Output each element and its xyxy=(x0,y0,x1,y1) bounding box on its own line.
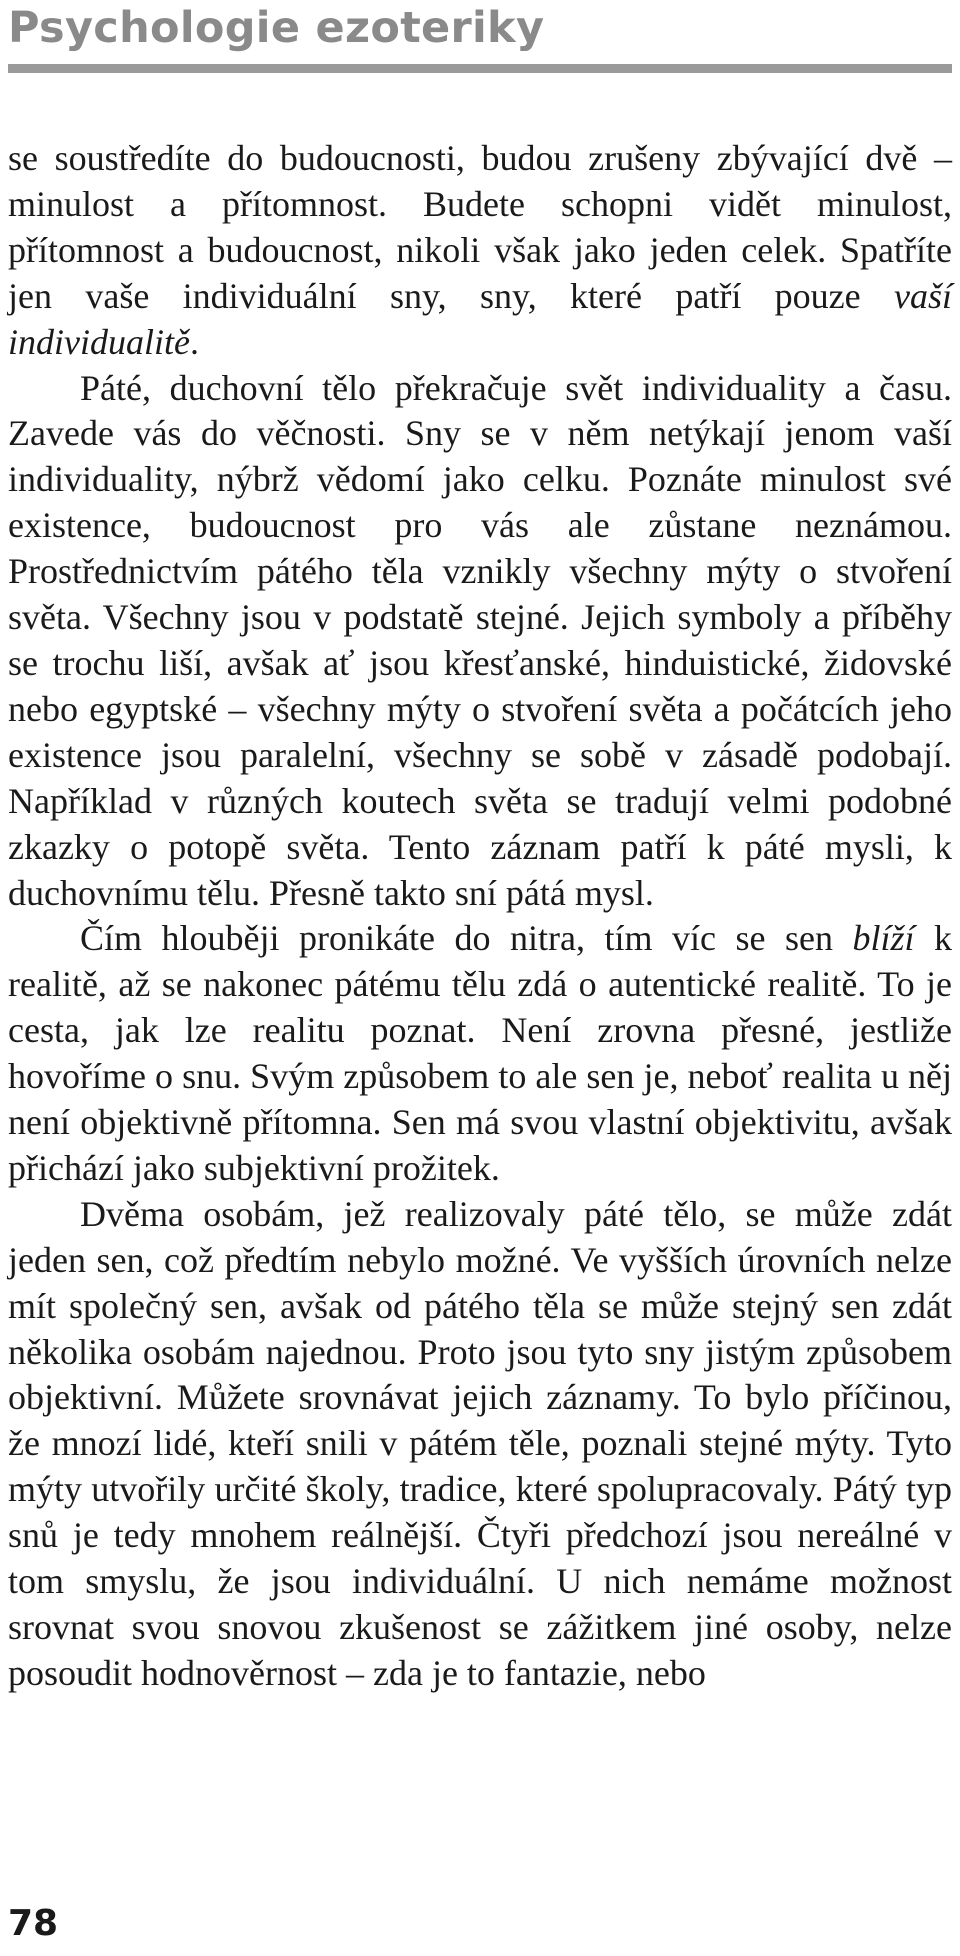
header-rule xyxy=(8,64,952,73)
paragraph-text: k realitě, až se nakonec pátému tělu zdá o autentické realitě. To je cesta, jak lze realitu poznat. Není zrovna přesné, jestliže hovoříme o snu. Svým způsobem to ale sen je, neboť realita u něj není objektivně přítomna. Sen má svou vlastní objektivitu, avšak přichází jako subjektivní prožitek. xyxy=(8,918,952,1188)
paragraph-text: Čím hlouběji pronikáte do nitra, tím víc se sen xyxy=(80,918,853,959)
paragraph-text: Páté, duchovní tělo překračuje svět individuality a času. Zavede vás do věčnosti. Sny se v něm netýkají jenom vaší individuality, nýbrž vědomí jako celku. Poznáte minulost své existence, budoucnost pro vás ale zůstane neznámou. Prostřednictvím pátého těla vznikly všechny mýty o stvoření světa. Všechny jsou v podstatě stejné. Jejich symboly a příběhy se trochu liší, avšak ať jsou křesťanské, hinduistické, židovské nebo egyptské – všechny mýty o stvoření světa a počátcích jeho existence jsou paralelní, všechny se sobě v zásadě podobají. Například v různých koutech světa se tradují velmi podobné zkazky o potopě světa. Tento záznam patří k páté mysli, k duchovnímu tělu. Přesně takto sní pátá mysl. xyxy=(8,367,952,913)
paragraph-text: Dvěma osobám, jež realizovaly páté tělo, se může zdát jeden sen, což předtím nebylo možné. Ve vyšších úrovních nelze mít společný sen, avšak od pátého těla se může stejný sen zdát několika osobám najednou. Proto jsou tyto sny jistým způsobem objektivní. Můžete srovnávat jejich záznamy. To bylo příčinou, že mnozí lidé, kteří snili v pátém těle, poznali stejné mýty. Tyto mýty utvořily určité školy, tradice, které spolupracovaly. Pátý typ snů je tedy mnohem reálnější. Čtyři předchozí jsou nereálné v tom smyslu, že jsou individuální. U nich nemáme možnost srovnat svou snovou zkušenost se zážitkem jiné osoby, nelze posoudit hodnověrnost – zda je to fantazie, nebo xyxy=(8,1193,952,1693)
body-paragraph xyxy=(8,136,952,366)
body-paragraph xyxy=(8,1192,952,1697)
body-paragraph xyxy=(8,916,952,1191)
running-header xyxy=(8,0,952,74)
running-header-title: Psychologie ezoteriky xyxy=(8,3,545,53)
italic-emphasis: blíží xyxy=(852,918,915,959)
body-paragraph xyxy=(8,366,952,917)
page-body-text xyxy=(8,136,952,1697)
paragraph-text: . xyxy=(189,321,199,362)
italic-emphasis: vaší individualitě xyxy=(8,275,952,362)
page-number: 78 xyxy=(8,1903,59,1944)
paragraph-text: se soustředíte do budoucnosti, budou zrušeny zbývající dvě – minulost a přítomnost. Budete schopni vidět minulost, přítomnost a budoucnost, nikoli však jako jeden celek. Spatříte jen vaše individuální sny, sny, které patří pouze xyxy=(8,138,952,316)
